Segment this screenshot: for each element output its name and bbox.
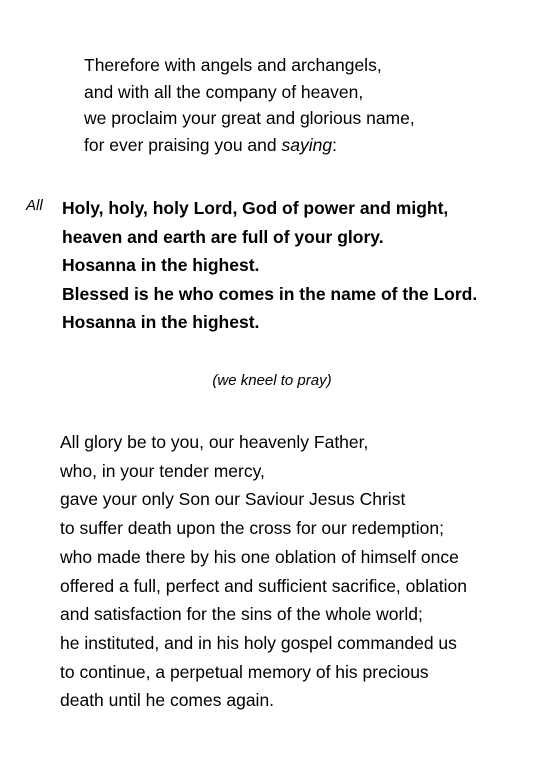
intro-line: we proclaim your great and glorious name,	[84, 108, 415, 129]
prayer-line: gave your only Son our Saviour Jesus Christ	[60, 489, 406, 510]
prayer-paragraph	[60, 428, 467, 715]
prayer-line: who made there by his one oblation of himself once	[60, 546, 459, 567]
response-line: heaven and earth are full of your glory.	[62, 226, 384, 247]
prayer-line: who, in your tender mercy,	[60, 460, 265, 481]
response-line: Hosanna in the highest.	[62, 255, 260, 275]
response-line: Holy, holy, holy Lord, God of power and might,	[62, 198, 449, 218]
prayer-line: he instituted, and in his holy gospel commanded us	[60, 632, 457, 653]
congregation-response	[62, 194, 477, 337]
intro-paragraph	[84, 52, 415, 158]
intro-line: Therefore with angels and archangels,	[84, 55, 382, 75]
response-line: Hosanna in the highest.	[62, 312, 260, 332]
rubric-instruction: (we kneel to pray)	[212, 372, 332, 389]
prayer-line: All glory be to you, our heavenly Father,	[60, 432, 369, 452]
intro-last-line-suffix: :	[332, 134, 337, 155]
intro-line: and with all the company of heaven,	[84, 81, 364, 102]
prayer-line: to suffer death upon the cross for our redemption;	[60, 518, 444, 539]
response-line: Blessed is he who comes in the name of the Lord.	[62, 283, 478, 304]
intro-last-line-prefix: for ever praising you and	[84, 134, 282, 155]
intro-italic-word: saying	[281, 134, 333, 155]
prayer-line: death until he comes again.	[60, 690, 275, 711]
intro-last-line	[84, 132, 415, 159]
prayer-line: and satisfaction for the sins of the whole world;	[60, 604, 423, 625]
prayer-line: offered a full, perfect and sufficient sacrifice, oblation	[60, 575, 467, 596]
prayer-line: to continue, a perpetual memory of his precious	[60, 661, 429, 682]
response-speaker-label: All	[26, 197, 43, 214]
